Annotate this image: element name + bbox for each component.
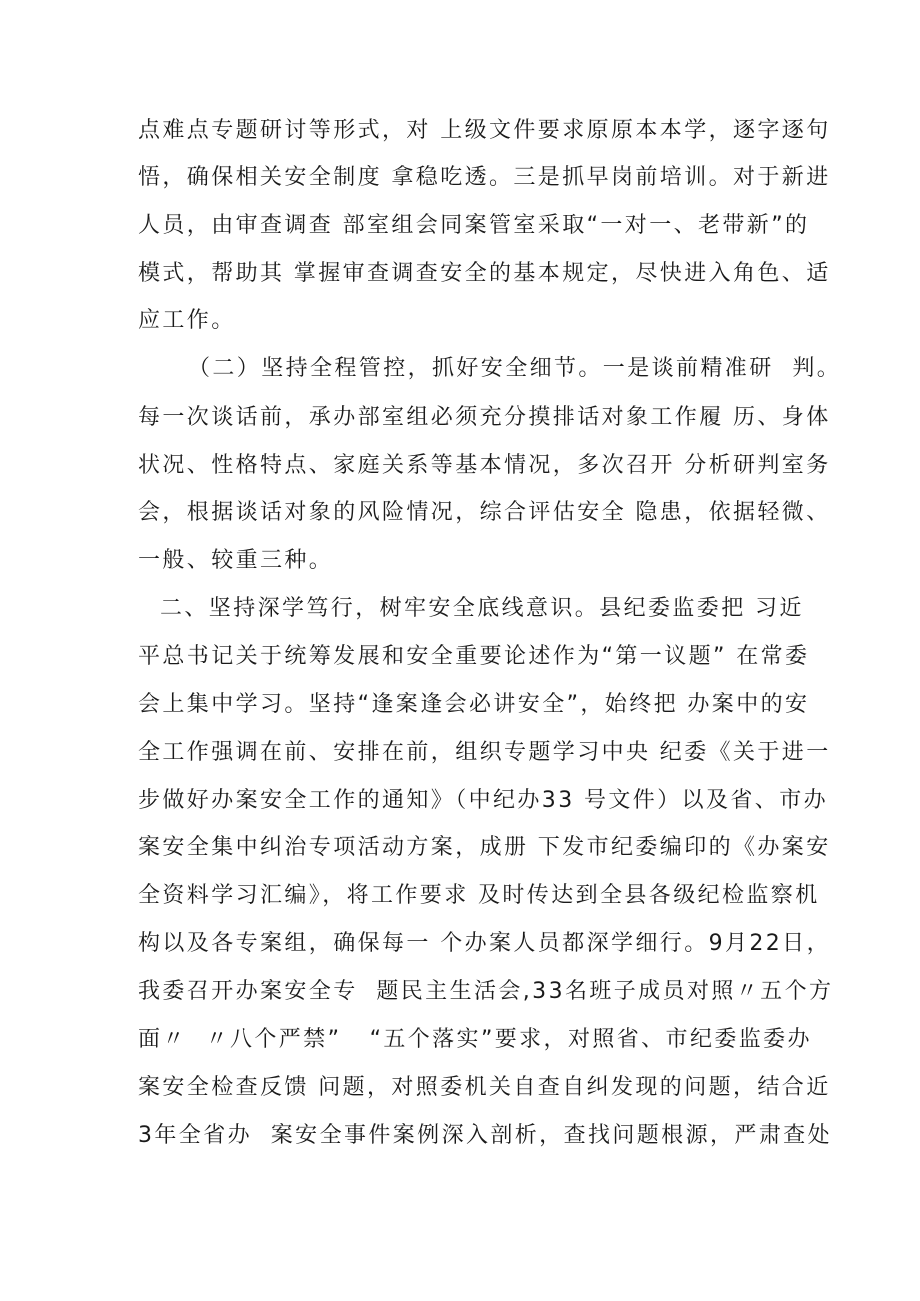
- text-line: 3年全省办 案安全事件案例深入剖析，查找问题根源，严肃查处: [138, 1123, 832, 1148]
- text-line: 模式，帮助其 掌握审查调查安全的基本规定，尽快进入角色、适: [138, 261, 831, 286]
- text-line: 平总书记关于统筹发展和安全重要论述作为“第一议题” 在常委: [138, 644, 810, 669]
- section-heading-line: 二、坚持深学笃行，树牢安全底线意识。县纪委监委把 习近: [160, 596, 804, 621]
- text-line: 案安全检查反馈 问题，对照委机关自查自纠发现的问题，结合近: [138, 1075, 831, 1100]
- text-line: 会上集中学习。坚持“逢案逢会必讲安全”，始终把 办案中的安: [138, 692, 810, 717]
- text-line: 每一次谈话前，承办部室组必须充分摸排话对象工作履 历、身体: [138, 405, 831, 430]
- text-line: 一般、较重三种。: [138, 548, 334, 573]
- text-line: 构以及各专案组，确保每一 个办案人员都深学细行。9月22日，: [138, 931, 831, 956]
- section-heading-line: （二）坚持全程管控，抓好安全细节。一是谈前精准研 判。: [188, 356, 842, 381]
- text-line: 全资料学习汇编》，将工作要求 及时传达到全县各级纪检监察机: [138, 883, 820, 908]
- text-line: 步做好办案安全工作的通知》（中纪办33 号文件）以及省、市办: [138, 788, 828, 813]
- text-line: 应工作。: [138, 308, 236, 333]
- text-line: 我委召开办案安全专 题民主生活会,33名班子成员对照〃五个方: [138, 979, 834, 1004]
- text-line: 人员，由审查调查 部室组会同案管室采取“一对一、老带新”的: [138, 213, 810, 238]
- text-line: 案安全集中纠治专项活动方案，成册 下发市纪委编印的《办案安: [138, 835, 831, 860]
- text-line: 状况、性格特点、家庭关系等基本情况，多次召开 分析研判室务: [138, 453, 831, 478]
- text-line: 全工作强调在前、安排在前，组织专题学习中央 纪委《关于进一: [138, 740, 831, 765]
- text-line: 会，根据谈话对象的风险情况，综合评估安全 隐患，依据轻微、: [138, 500, 831, 525]
- text-line: 悟，确保相关安全制度 拿稳吃透。三是抓早岗前培训。对于新进: [138, 165, 831, 190]
- text-line: 点难点专题研讨等形式，对 上级文件要求原原本本学，逐字逐句: [138, 118, 831, 143]
- text-line: 面〃 〃八个严禁” “五个落实”要求，对照省、市纪委监委办: [138, 1027, 812, 1052]
